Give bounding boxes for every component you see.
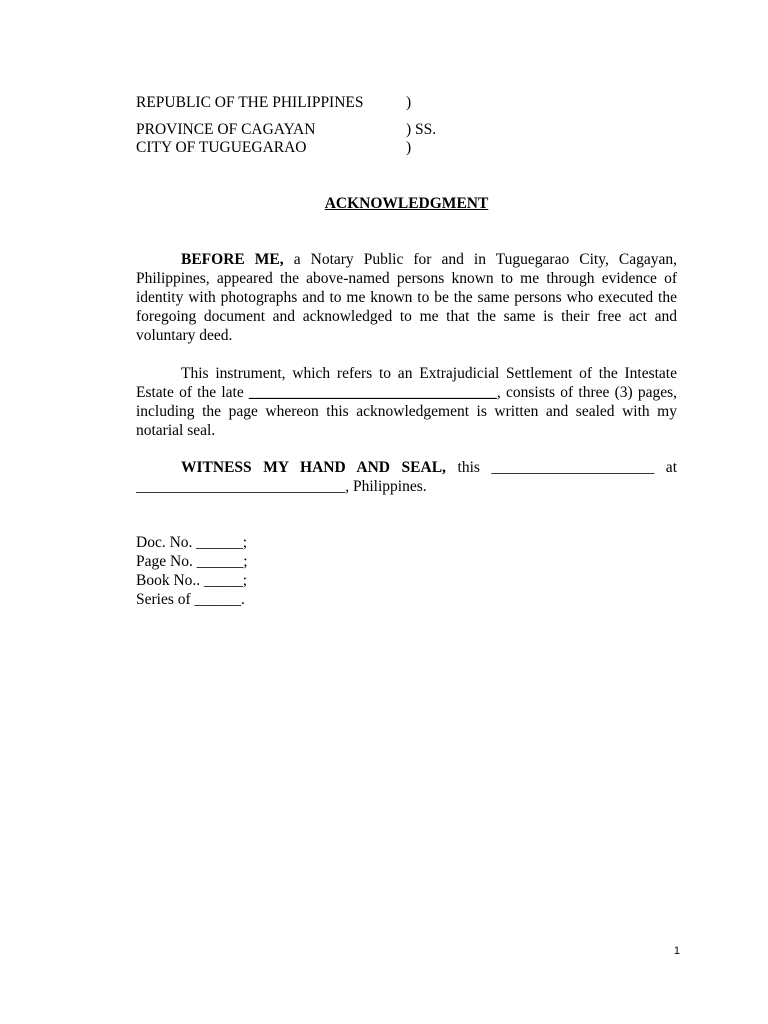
venue-line-republic xyxy=(136,94,456,112)
notarial-register-block xyxy=(136,533,248,609)
venue-block xyxy=(136,94,456,157)
venue-bracket: ) xyxy=(406,139,412,156)
decedent-name-blank: ________________________________ xyxy=(248,384,497,401)
paragraph-instrument xyxy=(136,364,677,440)
before-me-lead: BEFORE ME, xyxy=(181,251,284,268)
venue-republic-label: REPUBLIC OF THE PHILIPPINES xyxy=(136,94,364,111)
venue-city-label: CITY OF TUGUEGARAO xyxy=(136,139,307,156)
venue-line-city xyxy=(136,139,456,157)
paragraph-before-me xyxy=(136,250,677,345)
witness-text: this _____________________ at ___________________________, Philippines. xyxy=(136,459,677,495)
witness-lead: WITNESS MY HAND AND SEAL, xyxy=(181,459,446,476)
instrument-text-before: This instrument, which refers to an Extrajudicial Settlement of the Intestate Estate of the late xyxy=(136,365,677,401)
venue-bracket: ) xyxy=(406,94,412,111)
venue-ss-label: ) SS. xyxy=(406,121,437,138)
instrument-text-after: , consists of three (3) pages, including the page whereon this acknowledgement is written and sealed with my notarial seal. xyxy=(136,384,678,439)
series-line: Series of ______. xyxy=(136,591,245,608)
book-no-line: Book No.. _____; xyxy=(136,572,248,589)
before-me-text: a Notary Public for and in Tuguegarao City, Cagayan, Philippines, appeared the above-named persons known to me through evidence of identity with photographs and to me known to be the same persons who executed the foregoing document and acknowledged to me that the same is their free act and voluntary deed. xyxy=(136,251,677,344)
paragraph-witness xyxy=(136,458,677,496)
doc-no-line: Doc. No. ______; xyxy=(136,534,248,551)
page-no-line: Page No. ______; xyxy=(136,553,248,570)
venue-line-province xyxy=(136,121,456,139)
venue-province-label: PROVINCE OF CAGAYAN xyxy=(136,121,316,138)
document-title: ACKNOWLEDGMENT xyxy=(324,195,489,212)
page-number: 1 xyxy=(673,945,680,957)
